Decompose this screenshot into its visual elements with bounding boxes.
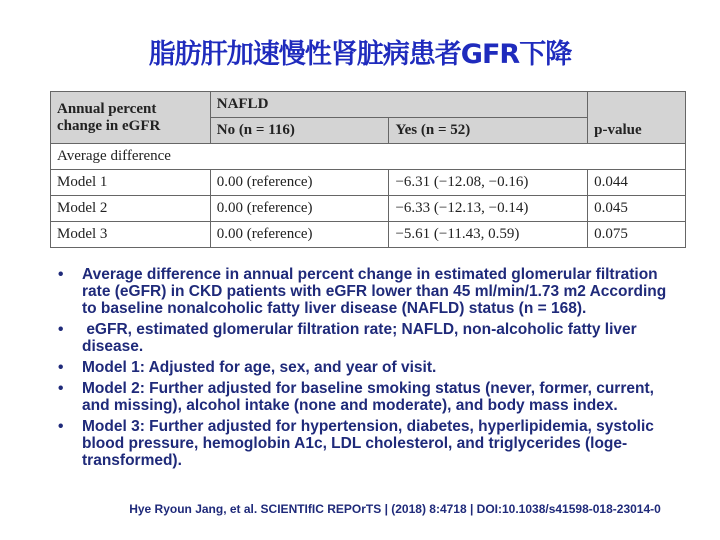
citation: Hye Ryoun Jang, et al. SCIENTIfIC REPOrTS | (2018) 8:4718 | DOI:10.1038/s41598-018-23014-0 — [129, 502, 661, 516]
header-yes: Yes (n = 52) — [389, 118, 588, 144]
note-text: Average difference in annual percent change in estimated glomerular filtration rate (eGFR) in CKD patients with eGFR lower than 45 ml/min/1.73 m2 According to baseline nonalcoholic fatty liver disease (NAFLD) status (n = 168). — [82, 266, 667, 317]
cell-p: 0.075 — [588, 222, 686, 248]
notes-list — [58, 266, 683, 473]
bullet-dot: • — [58, 418, 64, 435]
header-no: No (n = 116) — [210, 118, 389, 144]
bullet-dot: • — [58, 321, 64, 338]
cell-model: Model 1 — [51, 170, 211, 196]
list-item — [58, 418, 683, 469]
note-text: Model 1: Adjusted for age, sex, and year of visit. — [82, 359, 437, 376]
cell-model: Model 3 — [51, 222, 211, 248]
header-nafld-group: NAFLD — [210, 92, 587, 118]
bullet-dot: • — [58, 359, 64, 376]
bullet-dot: • — [58, 266, 64, 283]
cell-no: 0.00 (reference) — [210, 222, 389, 248]
list-item — [58, 321, 683, 355]
header-row-label: Annual percent change in eGFR — [51, 92, 211, 144]
cell-no: 0.00 (reference) — [210, 196, 389, 222]
note-text: eGFR, estimated glomerular filtration rate; NAFLD, non-alcoholic fatty liver disease. — [82, 321, 641, 355]
cell-yes: −5.61 (−11.43, 0.59) — [389, 222, 588, 248]
header-p-value: p-value — [588, 92, 686, 144]
bullet-dot: • — [58, 380, 64, 397]
table-section-row — [51, 144, 686, 170]
results-table — [50, 91, 686, 248]
cell-p: 0.045 — [588, 196, 686, 222]
list-item — [58, 380, 683, 414]
cell-yes: −6.31 (−12.08, −0.16) — [389, 170, 588, 196]
note-text: Model 2: Further adjusted for baseline smoking status (never, former, current, and missing), alcohol intake (none and moderate), and body mass index. — [82, 380, 654, 414]
cell-no: 0.00 (reference) — [210, 170, 389, 196]
table-row — [51, 170, 686, 196]
note-text: Model 3: Further adjusted for hypertension, diabetes, hyperlipidemia, systolic blood pressure, hemoglobin A1c, LDL cholesterol, and triglycerides (loge-transformed). — [82, 418, 654, 469]
cell-yes: −6.33 (−12.13, −0.14) — [389, 196, 588, 222]
section-label: Average difference — [51, 144, 686, 170]
cell-p: 0.044 — [588, 170, 686, 196]
table-header-row — [51, 92, 686, 118]
cell-model: Model 2 — [51, 196, 211, 222]
list-item — [58, 359, 683, 376]
slide-title: 脂肪肝加速慢性肾脏病患者GFR下降 — [148, 39, 572, 70]
table-row — [51, 196, 686, 222]
table-row — [51, 222, 686, 248]
list-item — [58, 266, 683, 317]
